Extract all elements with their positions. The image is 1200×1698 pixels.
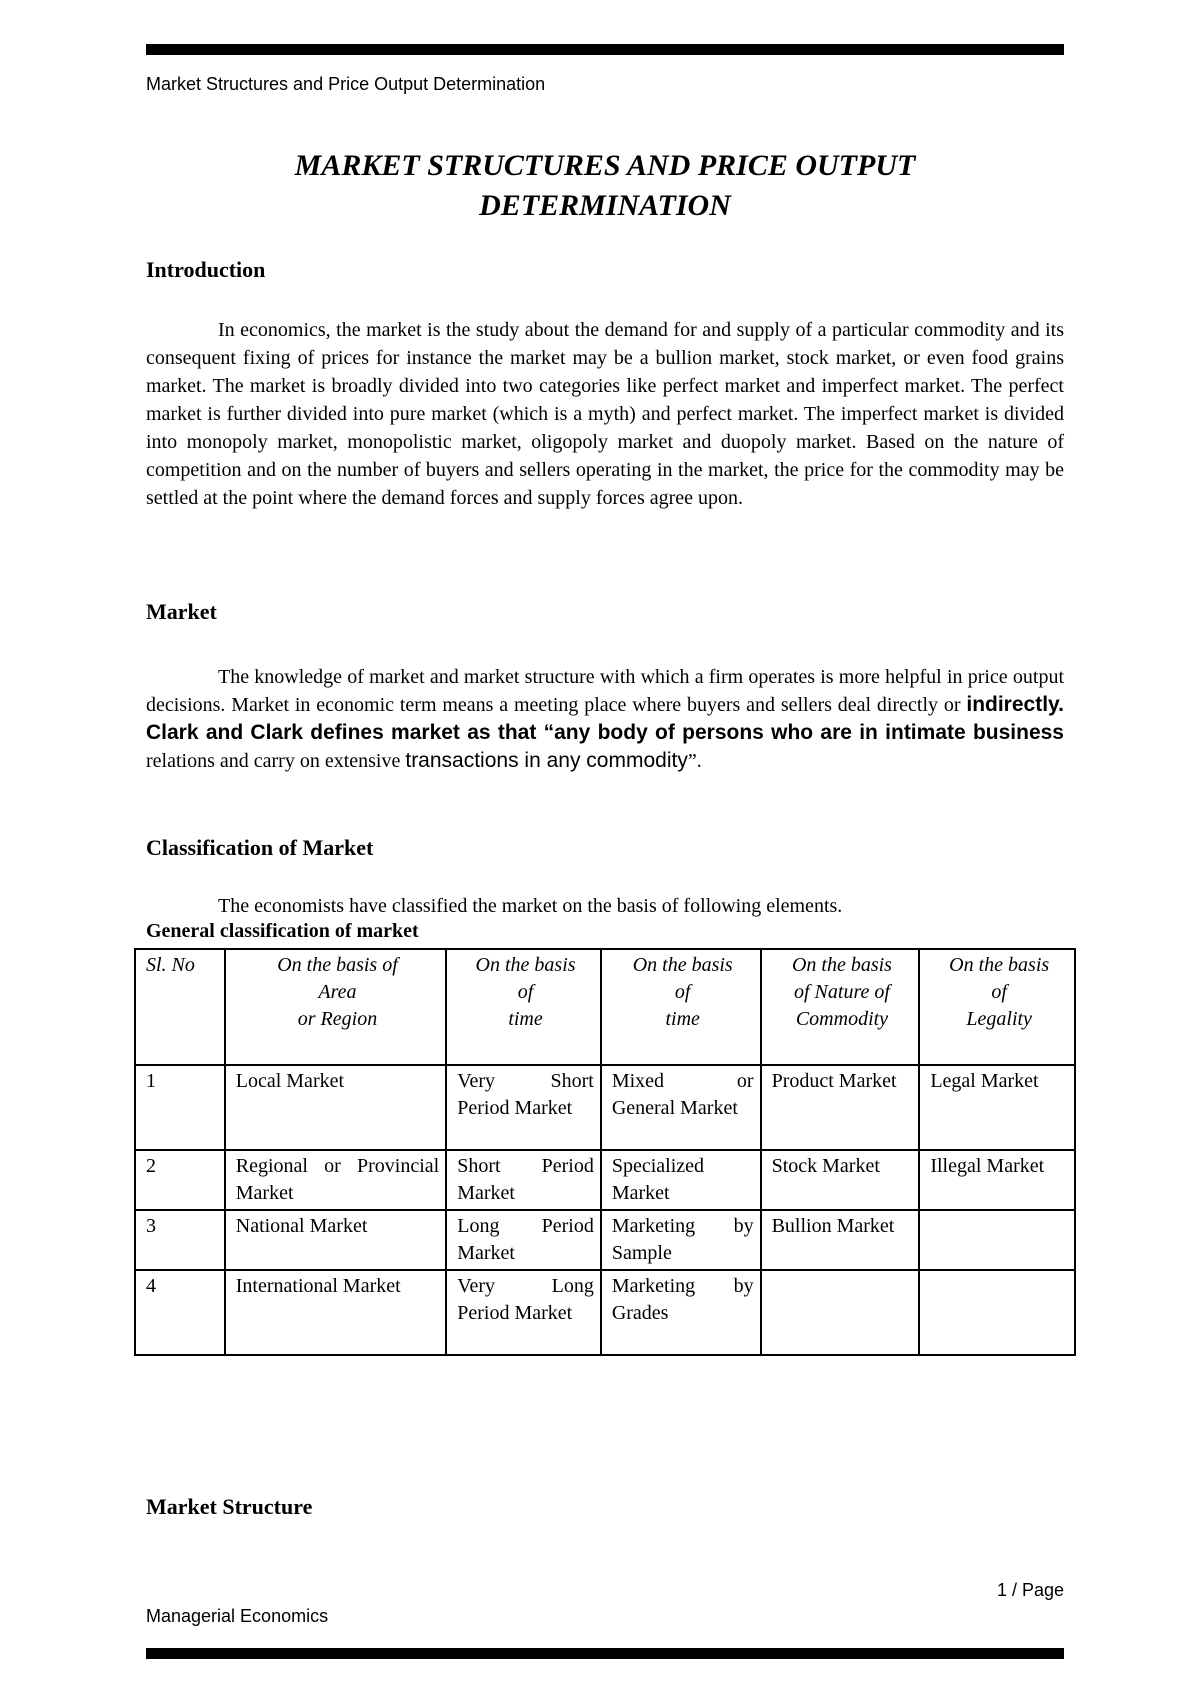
header-line: time (665, 1008, 700, 1030)
header-time-1 (446, 949, 601, 1065)
header-line: of Nature of (793, 981, 890, 1003)
header-line: On the basis of (277, 954, 398, 976)
classification-heading: Classification of Market (146, 835, 374, 860)
market-classification-table (134, 948, 1076, 1356)
table-cell: Very Long Period Market (446, 1270, 601, 1355)
table-cell: Bullion Market (761, 1210, 920, 1270)
table-header-row (135, 949, 1075, 1065)
table-cell: Regional or Provincial Market (225, 1150, 446, 1210)
table-cell: Short Period Market (446, 1150, 601, 1210)
header-line: of (674, 981, 691, 1003)
header-line: Commodity (795, 1008, 889, 1030)
header-line: On the basis (632, 954, 733, 976)
header-time-2 (601, 949, 761, 1065)
table-row (135, 1065, 1075, 1150)
table-cell: Marketing by Sample (601, 1210, 761, 1270)
table-cell: Specialized Market (601, 1150, 761, 1210)
table-cell (919, 1270, 1075, 1355)
table-row (135, 1270, 1075, 1355)
table-cell: Product Market (761, 1065, 920, 1150)
header-line: or Region (297, 1008, 378, 1030)
header-rule (146, 44, 1064, 55)
header-line: On the basis (949, 954, 1050, 976)
classification-paragraph: The economists have classified the market on the basis of following elements. (218, 895, 843, 917)
table-row (135, 1210, 1075, 1270)
header-line: Legality (966, 1008, 1032, 1030)
table-cell: Marketing by Grades (601, 1270, 761, 1355)
market-paragraph (146, 663, 1064, 775)
footer-rule (146, 1648, 1064, 1659)
page-number: 1 / Page (996, 1580, 1064, 1600)
table-row (135, 1150, 1075, 1210)
table-cell: Legal Market (919, 1065, 1075, 1150)
table-cell (761, 1270, 920, 1355)
header-sl-no-label: Sl. No (146, 954, 195, 976)
document-title (146, 146, 1064, 226)
table-cell: Local Market (225, 1065, 446, 1150)
market-heading: Market (146, 599, 217, 624)
market-text-b: indirectly. Clark and Clark defines market as that “any body of persons who are in intimate business (146, 693, 1064, 744)
market-text-e: ”. (687, 750, 702, 772)
table-cell: National Market (225, 1210, 446, 1270)
table-cell (919, 1210, 1075, 1270)
market-text-c: relations and carry on extensive (146, 750, 406, 772)
introduction-paragraph: In economics, the market is the study about the demand for and supply of a particular commodity and its consequent fixing of prices for instance the market may be a bullion market, stock market, or even food grains market. The market is broadly divided into two categories like perfect market and imperfect market. The perfect market is further divided into pure market (which is a myth) and perfect market. The imperfect market is divided into monopoly market, monopolistic market, oligopoly market and duopoly market. Based on the nature of competition and on the number of buyers and sellers operating in the market, the price for the commodity may be settled at the point where the demand forces and supply forces agree upon. (146, 319, 1064, 509)
header-line: of (517, 981, 534, 1003)
header-commodity (761, 949, 920, 1065)
table-cell: 3 (135, 1210, 225, 1270)
header-line: Area (318, 981, 357, 1003)
title-line-1: MARKET STRUCTURES AND PRICE OUTPUT (294, 149, 916, 182)
title-line-2: DETERMINATION (479, 189, 731, 222)
header-sl-no (135, 949, 225, 1065)
market-text-a: The knowledge of market and market structure with which a firm operates is more helpful in price output decisions. Market in economic term means a meeting place where buyers and sellers deal directly or (146, 666, 1064, 716)
table-cell: 2 (135, 1150, 225, 1210)
header-line: of (991, 981, 1007, 1003)
table-caption: General classification of market (146, 920, 419, 942)
footer-subject: Managerial Economics (146, 1606, 329, 1626)
table-cell: 1 (135, 1065, 225, 1150)
market-text-d: transactions in any commodity (405, 749, 688, 772)
header-line: On the basis (475, 954, 576, 976)
market-structure-heading: Market Structure (146, 1494, 313, 1519)
header-line: time (508, 1008, 543, 1030)
header-area (225, 949, 446, 1065)
table-cell: Long Period Market (446, 1210, 601, 1270)
table-cell: Illegal Market (919, 1150, 1075, 1210)
table-cell: International Market (225, 1270, 446, 1355)
header-line: On the basis (791, 954, 892, 976)
introduction-heading: Introduction (146, 257, 266, 282)
running-header: Market Structures and Price Output Determination (146, 74, 546, 94)
header-legality (919, 949, 1075, 1065)
table-cell: Very Short Period Market (446, 1065, 601, 1150)
table-cell: Stock Market (761, 1150, 920, 1210)
table-cell: Mixed or General Market (601, 1065, 761, 1150)
table-cell: 4 (135, 1270, 225, 1355)
